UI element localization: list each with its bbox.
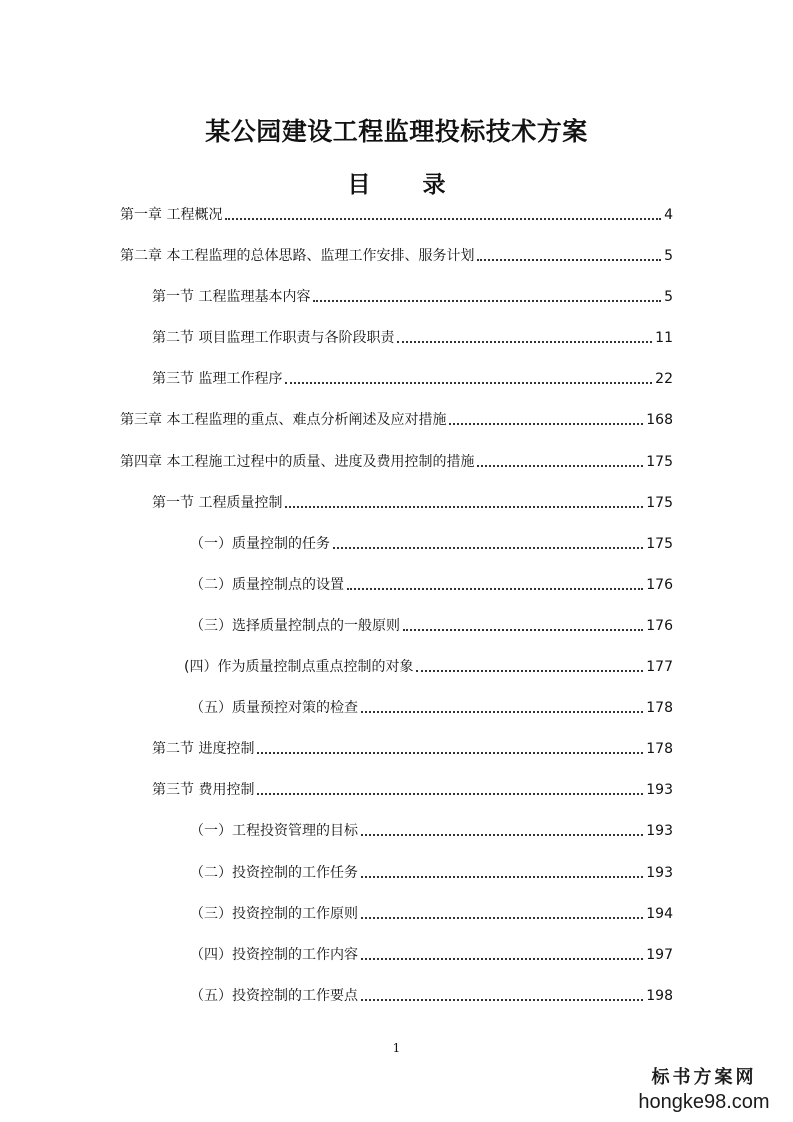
toc-dot-leader — [416, 669, 643, 672]
toc-dot-leader — [403, 628, 643, 631]
toc-entry-subsection[interactable] — [190, 533, 673, 555]
toc-dot-leader — [257, 751, 643, 754]
toc-entry-chapter-1[interactable] — [120, 204, 673, 226]
toc-entry-label: （三）投资控制的工作原则 — [190, 906, 358, 922]
toc-entry-page: 198 — [646, 988, 673, 1004]
toc-entry-label: 第三节 监理工作程序 — [152, 371, 283, 387]
toc-dot-leader — [397, 340, 652, 343]
toc-entry-label: 第三节 费用控制 — [152, 782, 255, 798]
toc-entry-page: 22 — [655, 371, 673, 387]
toc-dot-leader — [225, 217, 661, 220]
document-title: 某公园建设工程监理投标技术方案 — [205, 117, 588, 146]
toc-entry-page: 176 — [646, 577, 673, 593]
toc-entry-label: （一）工程投资管理的目标 — [190, 823, 358, 839]
toc-entry-page: 11 — [655, 330, 673, 346]
toc-entry-subsection[interactable] — [190, 697, 673, 719]
toc-entry-page: 168 — [646, 412, 673, 428]
toc-entry-label: 第一节 工程监理基本内容 — [152, 289, 311, 305]
toc-entry-label: 第三章 本工程监理的重点、难点分析阐述及应对措施 — [120, 412, 447, 428]
toc-dot-leader — [361, 998, 643, 1001]
toc-dot-leader — [361, 957, 643, 960]
toc-entry-page: 193 — [646, 823, 673, 839]
toc-entry-page: 177 — [646, 659, 673, 675]
toc-entry-page: 194 — [646, 906, 673, 922]
toc-entry-subsection[interactable] — [184, 656, 673, 678]
toc-entry-section[interactable] — [152, 286, 673, 308]
toc-entry-page: 175 — [646, 495, 673, 511]
toc-entry-page: 193 — [646, 782, 673, 798]
toc-dot-leader — [313, 299, 661, 302]
toc-entry-page: 193 — [646, 865, 673, 881]
toc-entry-label: （五）质量预控对策的检查 — [190, 700, 358, 716]
toc-entry-chapter-3[interactable] — [120, 409, 673, 431]
toc-entry-section[interactable] — [152, 368, 673, 390]
toc-entry-label: 第二章 本工程监理的总体思路、监理工作安排、服务计划 — [120, 248, 475, 264]
toc-dot-leader — [477, 258, 661, 261]
toc-dot-leader — [477, 464, 643, 467]
toc-entry-section[interactable] — [152, 327, 673, 349]
toc-entry-label: 第一章 工程概况 — [120, 207, 223, 223]
toc-entry-label: （四）投资控制的工作内容 — [190, 947, 358, 963]
toc-entry-subsection[interactable] — [190, 574, 673, 596]
toc-entry-subsection[interactable] — [190, 903, 673, 925]
toc-entry-page: 178 — [646, 700, 673, 716]
toc-dot-leader — [361, 875, 643, 878]
toc-entry-subsection[interactable] — [190, 615, 673, 637]
toc-dot-leader — [361, 710, 643, 713]
toc-entry-section[interactable] — [152, 738, 673, 760]
toc-dot-leader — [285, 505, 643, 508]
toc-entry-page: 5 — [664, 248, 673, 264]
toc-heading: 目 录 — [347, 172, 468, 198]
page-number: 1 — [392, 1041, 401, 1055]
toc-entry-page: 175 — [646, 536, 673, 552]
toc-entry-label: （二）质量控制点的设置 — [190, 577, 344, 593]
toc-entry-page: 176 — [646, 618, 673, 634]
toc-entry-subsection[interactable] — [190, 944, 673, 966]
toc-entry-label: （二）投资控制的工作任务 — [190, 865, 358, 881]
toc-entry-label: （三）选择质量控制点的一般原则 — [190, 618, 400, 634]
watermark-site-name: 标书方案网 — [651, 1067, 757, 1088]
toc-entry-page: 5 — [664, 289, 673, 305]
toc-dot-leader — [347, 587, 643, 590]
site-watermark — [629, 1066, 779, 1114]
toc-dot-leader — [361, 916, 643, 919]
toc-entry-page: 197 — [646, 947, 673, 963]
watermark-domain: hongke98.com — [638, 1091, 770, 1113]
toc-entry-section[interactable] — [152, 779, 673, 801]
toc-entry-label: 第一节 工程质量控制 — [152, 495, 283, 511]
toc-entry-label: (四）作为质量控制点重点控制的对象 — [184, 659, 414, 675]
toc-entry-label: 第四章 本工程施工过程中的质量、进度及费用控制的措施 — [120, 454, 475, 470]
toc-entry-label: （五）投资控制的工作要点 — [190, 988, 358, 1004]
toc-entry-subsection[interactable] — [190, 985, 673, 1007]
toc-dot-leader — [257, 792, 643, 795]
toc-entry-label: 第二节 项目监理工作职责与各阶段职责 — [152, 330, 395, 346]
toc-entry-page: 178 — [646, 741, 673, 757]
toc-entry-page: 175 — [646, 454, 673, 470]
toc-entry-label: （一）质量控制的任务 — [190, 536, 330, 552]
toc-entry-section[interactable] — [152, 492, 673, 514]
toc-entry-chapter-4[interactable] — [120, 451, 673, 473]
toc-dot-leader — [361, 833, 643, 836]
toc-entry-label: 第二节 进度控制 — [152, 741, 255, 757]
toc-entry-subsection[interactable] — [190, 820, 673, 842]
toc-entry-chapter-2[interactable] — [120, 245, 673, 267]
toc-entry-subsection[interactable] — [190, 862, 673, 884]
toc-dot-leader — [333, 546, 643, 549]
toc-dot-leader — [285, 381, 652, 384]
toc-entry-page: 4 — [664, 207, 673, 223]
toc-dot-leader — [449, 422, 643, 425]
